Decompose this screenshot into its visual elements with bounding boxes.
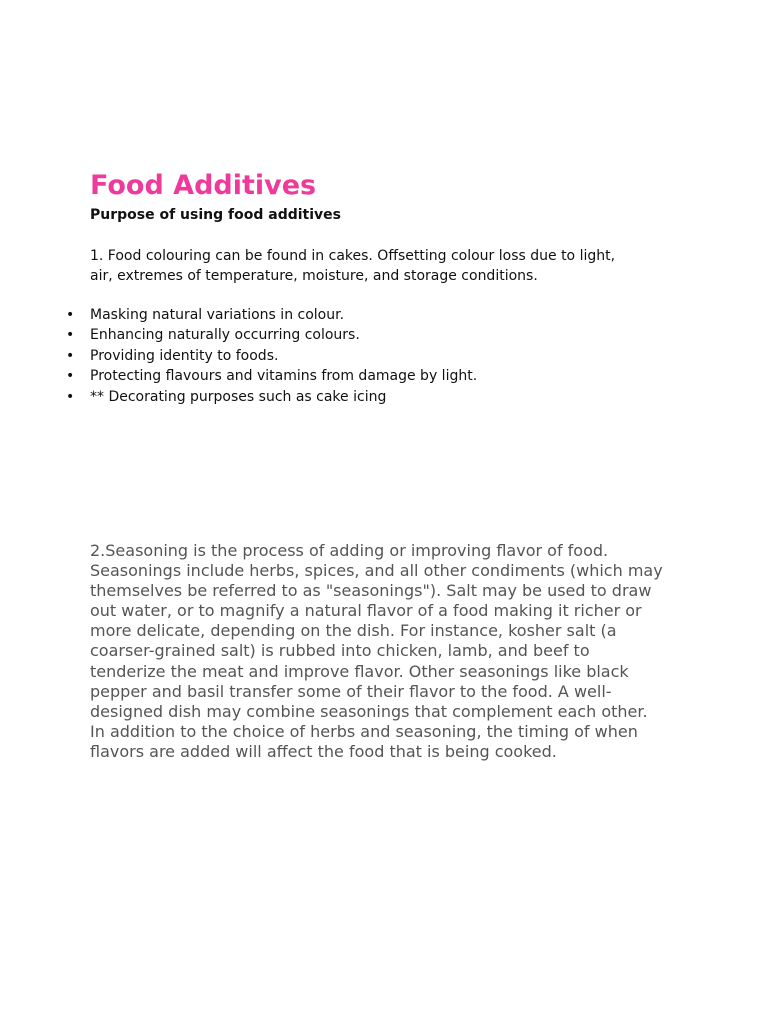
list-item (66, 305, 477, 325)
list-item-text: ** Decorating purposes such as cake icing (90, 388, 387, 405)
paragraph-line: designed dish may combine seasonings that complement each other. (90, 701, 648, 721)
paragraph-line: flavors are added will affect the food that is being cooked. (90, 741, 557, 761)
paragraph-line: pepper and basil transfer some of their flavor to the food. A well- (90, 681, 612, 701)
bullet-icon: • (66, 347, 75, 364)
paragraph-line: tenderize the meat and improve flavor. Other seasonings like black (90, 661, 629, 681)
list-item (66, 387, 477, 407)
paragraph-line: 2.Seasoning is the process of adding or improving flavor of food. (90, 541, 609, 560)
list-item-text: Masking natural variations in colour. (90, 307, 345, 323)
list-item-text: Enhancing naturally occurring colours. (90, 327, 360, 344)
bullet-icon: • (66, 368, 75, 385)
paragraph-line: 1. Food colouring can be found in cakes. Offsetting colour loss due to light, (90, 248, 616, 264)
paragraph-line: more delicate, depending on the dish. For instance, kosher salt (a (90, 621, 617, 641)
list-item (66, 325, 477, 345)
paragraph-line: Seasonings include herbs, spices, and all other condiments (which may (90, 561, 663, 581)
list-item-text: Providing identity to foods. (90, 347, 279, 364)
food-colouring-paragraph (90, 246, 690, 286)
paragraph-line: out water, or to magnify a natural flavor of a food making it richer or (90, 601, 642, 621)
paragraph-line: air, extremes of temperature, moisture, and storage conditions. (90, 268, 538, 284)
paragraph-line: In addition to the choice of herbs and seasoning, the timing of when (90, 721, 638, 741)
paragraph-line: coarser-grained salt) is rubbed into chicken, lamb, and beef to (90, 641, 590, 661)
bullet-icon: • (66, 327, 75, 344)
list-item (66, 346, 477, 366)
list-item-text: Protecting flavours and vitamins from damage by light. (90, 368, 478, 385)
list-item (66, 366, 478, 386)
page-title: Food Additives (90, 170, 317, 201)
seasoning-paragraph (90, 541, 710, 762)
paragraph-line: themselves be referred to as "seasonings"). Salt may be used to draw (90, 581, 652, 601)
colour-purposes-list (66, 305, 478, 407)
bullet-icon: • (66, 307, 75, 323)
section-subtitle: Purpose of using food additives (90, 207, 341, 223)
bullet-icon: • (66, 388, 75, 405)
